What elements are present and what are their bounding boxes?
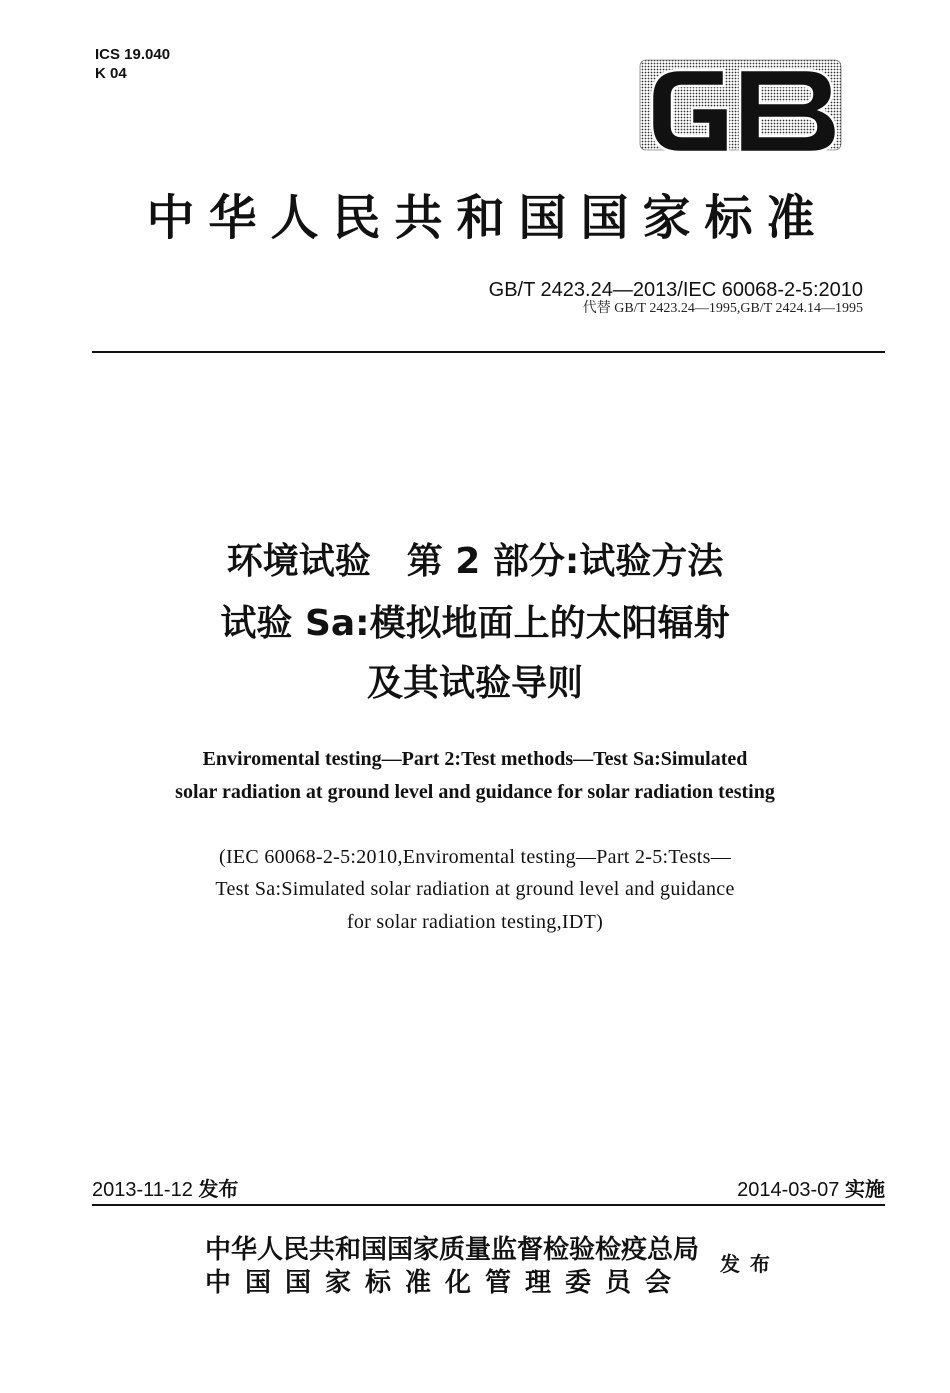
classification-codes	[95, 45, 170, 83]
title-zh-line-2: 试验 Sa:模拟地面上的太阳辐射	[220, 603, 730, 644]
issue-label: 发布	[720, 1252, 780, 1276]
publish-label: 发布	[198, 1177, 239, 1201]
iec-reference-line-3: for solar radiation testing,IDT)	[346, 911, 604, 933]
title-zh-line-3: 及其试验导则	[366, 663, 583, 704]
title-zh-line-1: 环境试验 第 2 部分:试验方法	[226, 541, 724, 582]
gb-logo-icon	[638, 56, 843, 164]
iec-reference-line-1: (IEC 60068-2-5:2010,Enviromental testing—Part 2-5:Tests—	[219, 846, 731, 868]
ccs-code: K 04	[95, 65, 127, 82]
publish-date: 2013-11-12	[92, 1179, 193, 1201]
title-en-line-2: solar radiation at ground level and guidance for solar radiation testing	[175, 781, 775, 803]
implement-date: 2014-03-07	[737, 1179, 840, 1201]
standard-number: GB/T 2423.24—2013/IEC 60068-2-5:2010	[488, 279, 863, 301]
implement-date-block	[737, 1176, 885, 1203]
publish-date-block	[92, 1176, 238, 1203]
issuer-aqsiq: 中华人民共和国国家质量监督检验检疫总局	[205, 1235, 700, 1265]
replaces-standards: 代替 GB/T 2423.24—1995,GB/T 2424.14—1995	[582, 301, 863, 316]
footer-divider	[92, 1204, 885, 1206]
title-en-line-1: Enviromental testing—Part 2:Test methods—Test Sa:Simulated	[202, 748, 748, 770]
national-standard-title: 中华人民共和国国家标准	[146, 190, 829, 246]
iec-reference-line-2: Test Sa:Simulated solar radiation at ground level and guidance	[215, 878, 735, 900]
header-divider	[92, 351, 885, 353]
implement-label: 实施	[845, 1177, 885, 1201]
ics-code: ICS 19.040	[95, 46, 171, 63]
issuer-sac: 中国国家标准化管理委员会	[205, 1268, 686, 1298]
